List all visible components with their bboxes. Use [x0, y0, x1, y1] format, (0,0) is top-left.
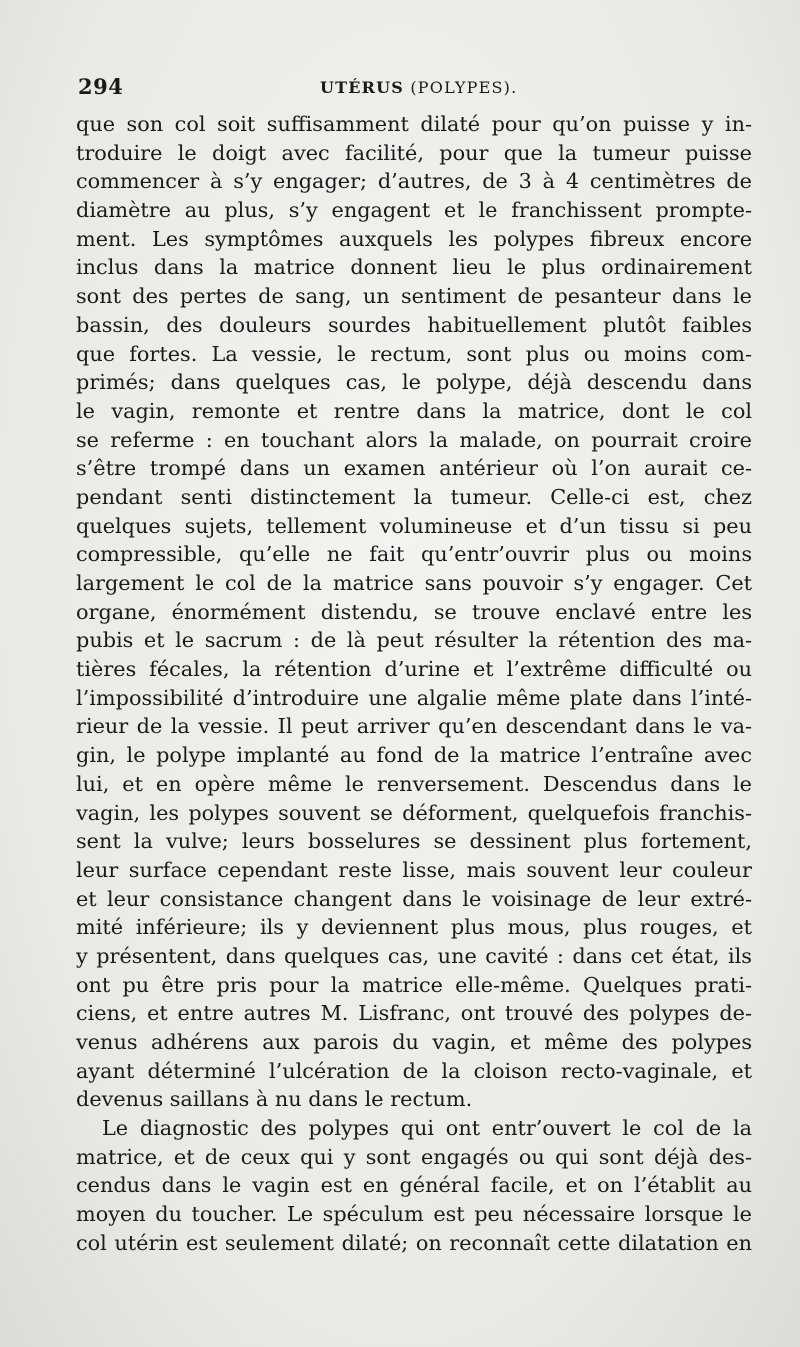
text-line: quelques sujets, tellement volumineuse et d’un tissu si peu [76, 513, 752, 538]
text-line: y présentent, dans quelques cas, une cavité : dans cet état, ils [76, 943, 752, 968]
text-line: col utérin est seulement dilaté; on reconnaît cette dilatation en [76, 1230, 752, 1255]
text-line: matrice, et de ceux qui y sont engagés ou qui sont déjà des- [76, 1144, 752, 1169]
text-line: devenus saillans à nu dans le rectum. [76, 1087, 473, 1112]
text-line: commencer à s’y engager; d’autres, de 3 à 4 centimètres de [76, 169, 752, 194]
text-line: ment. Les symptômes auxquels les polypes fibreux encore [76, 226, 752, 251]
text-line: venus adhérens aux parois du vagin, et même des polypes [76, 1030, 752, 1054]
paragraph [76, 110, 752, 1114]
text-line: pubis et le sacrum : de là peut résulter la rétention des ma- [76, 628, 752, 653]
text-line: pendant senti distinctement la tumeur. Celle-ci est, chez [76, 484, 752, 509]
text-line: sent la vulve; leurs bosselures se dessinent plus fortement, [76, 829, 752, 854]
text-line: moyen du toucher. Le spéculum est peu nécessaire lorsque le [76, 1202, 752, 1227]
text-line: l’impossibilité d’introduire une algalie même plate dans l’inté- [76, 685, 752, 710]
text-line: organe, énormément distendu, se trouve enclavé entre les [76, 599, 752, 624]
text-line: cendus dans le vagin est en général facile, et on l’établit au [76, 1173, 752, 1198]
running-head-sub: (POLYPES). [410, 78, 518, 97]
page-header [76, 74, 752, 104]
text-line: vagin, les polypes souvent se déforment, quelquefois franchis- [76, 800, 752, 825]
text-line: gin, le polype implanté au fond de la matrice l’entraîne avec [76, 743, 752, 768]
text-line: leur surface cependant reste lisse, mais souvent leur couleur [76, 857, 752, 882]
text-line: largement le col de la matrice sans pouvoir s’y engager. Cet [76, 571, 752, 595]
text-line: sont des pertes de sang, un sentiment de pesanteur dans le [76, 284, 752, 309]
running-head [320, 78, 517, 97]
text-line: mité inférieure; ils y deviennent plus mous, plus rouges, et [76, 915, 752, 940]
text-line: primés; dans quelques cas, le polype, déjà descendu dans [76, 370, 752, 395]
text-line: diamètre au plus, s’y engagent et le franchissent prompte- [76, 198, 752, 223]
text-line: le vagin, remonte et rentre dans la matrice, dont le col [76, 398, 752, 423]
text-line: Le diagnostic des polypes qui ont entr’ouvert le col de la [102, 1116, 752, 1141]
text-line: que son col soit suffisamment dilaté pour qu’on puisse y in- [76, 112, 752, 136]
page-number: 294 [78, 74, 124, 99]
text-line: se referme : en touchant alors la malade, on pourrait croire [76, 427, 752, 452]
text-line: et leur consistance changent dans le voisinage de leur extré- [76, 886, 752, 911]
text-line: compressible, qu’elle ne fait qu’entr’ouvrir plus ou moins [76, 542, 752, 567]
text-line: ciens, et entre autres M. Lisfranc, ont trouvé des polypes de- [76, 1001, 752, 1026]
text-line: s’être trompé dans un examen antérieur où l’on aurait ce- [76, 456, 752, 481]
running-head-main: UTÉRUS [320, 78, 405, 97]
text-line: lui, et en opère même le renversement. Descendus dans le [76, 771, 752, 796]
body-text [76, 110, 752, 1258]
text-line: que fortes. La vessie, le rectum, sont plus ou moins com- [76, 341, 752, 366]
text-line: ayant déterminé l’ulcération de la cloison recto-vaginale, et [76, 1058, 752, 1083]
text-line: bassin, des douleurs sourdes habituellement plutôt faibles [76, 312, 752, 337]
text-line: tières fécales, la rétention d’urine et l’extrême difficulté ou [76, 657, 752, 682]
text-line: rieur de la vessie. Il peut arriver qu’en descendant dans le va- [76, 714, 752, 739]
text-line: inclus dans la matrice donnent lieu le plus ordinairement [76, 255, 752, 280]
text-line: troduire le doigt avec facilité, pour que la tumeur puisse [76, 140, 752, 165]
text-line: ont pu être pris pour la matrice elle-même. Quelques prati- [76, 972, 752, 997]
paragraph [76, 1114, 752, 1257]
